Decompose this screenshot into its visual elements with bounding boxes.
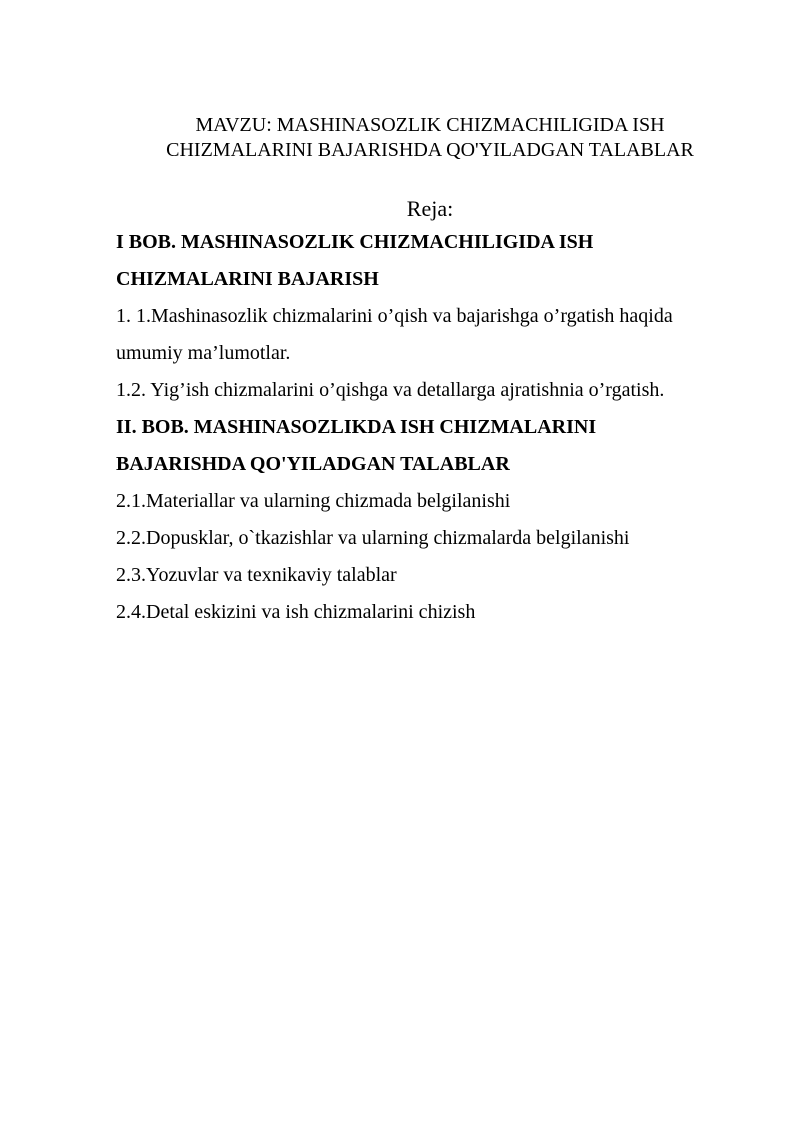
chapter-2-title: II. BOB. MASHINASOZLIKDA ISH CHIZMALARINI xyxy=(116,416,597,438)
toc-item-2-1: 2.1.Materiallar va ularning chizmada belgilanishi xyxy=(116,490,511,512)
toc-item-2-2: 2.2.Dopusklar, o`tkazishlar va ularning chizmalarda belgilanishi xyxy=(116,527,630,549)
chapter-1-title: I BOB. MASHINASOZLIK CHIZMACHILIGIDA ISH xyxy=(116,231,594,253)
toc-item-1-1: 1. 1.Mashinasozlik chizmalarini o’qish va bajarishga o’rgatish haqida xyxy=(116,305,673,327)
toc-item-2-4: 2.4.Detal eskizini va ish chizmalarini chizish xyxy=(116,601,476,623)
title-line: CHIZMALARINI BAJARISHDA QO'YILADGAN TALABLAR xyxy=(166,139,694,161)
document-title xyxy=(130,113,730,163)
plan-heading: Reja: xyxy=(406,196,454,221)
table-of-contents xyxy=(116,224,756,631)
title-line: MAVZU: MASHINASOZLIK CHIZMACHILIGIDA ISH xyxy=(195,114,665,136)
toc-item-2-3: 2.3.Yozuvlar va texnikaviy talablar xyxy=(116,564,397,586)
chapter-1-title: CHIZMALARINI BAJARISH xyxy=(116,268,379,290)
chapter-2-title: BAJARISHDA QO'YILADGAN TALABLAR xyxy=(116,453,510,475)
toc-item-1-1: umumiy ma’lumotlar. xyxy=(116,342,291,364)
toc-item-1-2: 1.2. Yig’ish chizmalarini o’qishga va detallarga ajratishnia o’rgatish. xyxy=(116,379,665,401)
